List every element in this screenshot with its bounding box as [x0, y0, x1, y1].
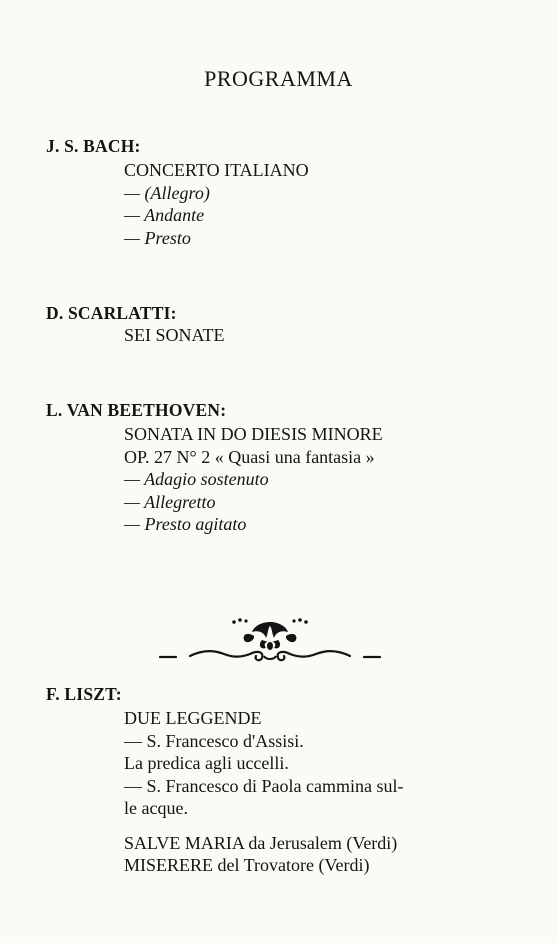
work-title: DUE LEGGENDE: [124, 708, 262, 728]
works-liszt: [124, 707, 403, 877]
work-title: SALVE MARIA da Jerusalem (Verdi): [124, 832, 398, 853]
work-line: — S. Francesco d'Assisi.: [124, 730, 304, 751]
works-beethoven: [124, 423, 383, 536]
work-title: MISERERE del Trovatore (Verdi): [124, 855, 370, 875]
movement: — Presto: [124, 227, 191, 248]
page-title: PROGRAMMA: [204, 66, 353, 91]
composer-liszt: F. LISZT:: [46, 684, 122, 704]
movement: — Andante: [124, 205, 205, 225]
work-line: le acque.: [124, 798, 188, 818]
movement: — Adagio sostenuto: [124, 469, 269, 489]
movement: — (Allegro): [124, 182, 210, 203]
work-title: SEI SONATE: [124, 325, 225, 345]
movement: — Presto agitato: [124, 514, 247, 534]
work-subtitle: OP. 27 N° 2 « Quasi una fantasia »: [124, 446, 375, 467]
floral-divider-icon: [150, 612, 390, 668]
works-scarlatti: [124, 324, 225, 347]
work-line: La predica agli uccelli.: [124, 753, 289, 773]
composer-bach: J. S. BACH:: [46, 136, 141, 156]
composer-scarlatti: D. SCARLATTI:: [46, 303, 177, 323]
works-bach: [124, 159, 309, 249]
composer-beethoven: L. VAN BEETHOVEN:: [46, 400, 227, 420]
work-title: CONCERTO ITALIANO: [124, 160, 309, 180]
work-line: — S. Francesco di Paola cammina sul-: [124, 775, 404, 796]
work-title: SONATA IN DO DIESIS MINORE: [124, 424, 383, 444]
movement: — Allegretto: [124, 491, 216, 512]
